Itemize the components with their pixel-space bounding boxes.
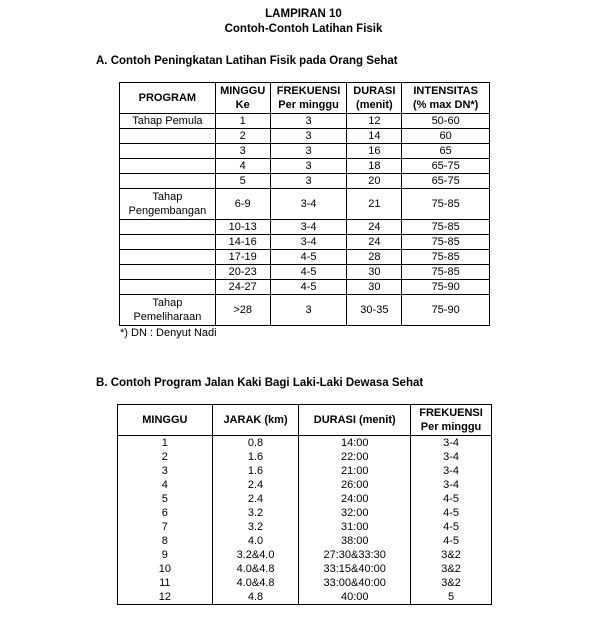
intensitas-cell: 65-75 <box>402 159 490 174</box>
durasi-cell: 32:00 <box>299 506 411 520</box>
footnote: *) DN : Denyut Nadi <box>120 327 217 339</box>
program-cell <box>120 250 216 265</box>
minggu-cell: 9 <box>118 548 213 562</box>
minggu-cell: >28 <box>215 295 270 326</box>
table-row <box>118 492 492 506</box>
header-program: PROGRAM <box>120 83 216 114</box>
program-cell <box>120 174 216 189</box>
minggu-cell: 1 <box>215 114 270 129</box>
durasi-cell: 33:00&40:00 <box>299 576 411 590</box>
durasi-cell: 40:00 <box>299 590 411 605</box>
training-progression-table <box>119 82 490 326</box>
frek-cell: 3 <box>270 129 347 144</box>
frek-cell: 3-4 <box>270 189 347 220</box>
header-frekuensi-line1: FREKUENSI <box>419 407 483 419</box>
header-frekuensi-line2: Per minggu <box>278 99 339 111</box>
header-intensitas-line1: INTENSITAS <box>413 85 478 97</box>
frek-cell: 3-4 <box>411 450 492 464</box>
frek-cell: 4-5 <box>411 534 492 548</box>
durasi-cell: 38:00 <box>299 534 411 548</box>
table-row <box>118 562 492 576</box>
table-row <box>120 159 490 174</box>
frek-cell: 3-4 <box>411 478 492 492</box>
durasi-cell: 14 <box>347 129 402 144</box>
intensitas-cell: 75-90 <box>402 295 490 326</box>
intensitas-cell: 75-85 <box>402 250 490 265</box>
table-row <box>120 220 490 235</box>
durasi-cell: 33:15&40:00 <box>299 562 411 576</box>
jarak-cell: 3.2 <box>212 520 299 534</box>
program-line1: Tahap <box>152 297 183 309</box>
frek-cell: 3 <box>270 144 347 159</box>
program-cell <box>120 129 216 144</box>
table-header-row <box>118 405 492 436</box>
frek-cell: 3 <box>270 159 347 174</box>
table-row <box>120 250 490 265</box>
jarak-cell: 0.8 <box>212 436 299 451</box>
frek-cell: 3-4 <box>270 220 347 235</box>
section-a-title: A. Contoh Peningkatan Latihan Fisik pada Orang Sehat <box>96 55 398 67</box>
durasi-cell: 16 <box>347 144 402 159</box>
durasi-cell: 18 <box>347 159 402 174</box>
table-row <box>118 534 492 548</box>
minggu-cell: 5 <box>118 492 213 506</box>
frek-cell: 4-5 <box>270 280 347 295</box>
program-line2: Pemeliharaan <box>133 311 202 323</box>
table-row <box>120 114 490 129</box>
frek-cell: 3-4 <box>270 235 347 250</box>
program-cell <box>120 189 216 220</box>
durasi-cell: 24 <box>347 220 402 235</box>
durasi-cell: 22:00 <box>299 450 411 464</box>
table-row <box>118 576 492 590</box>
minggu-cell: 12 <box>118 590 213 605</box>
header-frekuensi <box>411 405 492 436</box>
minggu-cell: 6 <box>118 506 213 520</box>
table-row <box>120 235 490 250</box>
table-row <box>118 450 492 464</box>
frek-cell: 3-4 <box>411 436 492 451</box>
header-durasi <box>347 83 402 114</box>
table-row <box>118 478 492 492</box>
program-cell <box>120 144 216 159</box>
header-minggu-line2: Ke <box>235 99 250 111</box>
table-row <box>118 464 492 478</box>
page-subtitle: Contoh-Contoh Latihan Fisik <box>224 23 383 35</box>
intensitas-cell: 75-85 <box>402 220 490 235</box>
jarak-cell: 2.4 <box>212 478 299 492</box>
table-row <box>120 265 490 280</box>
jarak-cell: 1.6 <box>212 464 299 478</box>
durasi-cell: 30-35 <box>347 295 402 326</box>
frek-cell: 4-5 <box>270 265 347 280</box>
intensitas-cell: 65-75 <box>402 174 490 189</box>
minggu-cell: 17-19 <box>215 250 270 265</box>
durasi-cell: 24 <box>347 235 402 250</box>
durasi-cell: 20 <box>347 174 402 189</box>
minggu-cell: 6-9 <box>215 189 270 220</box>
minggu-cell: 20-23 <box>215 265 270 280</box>
frek-cell: 5 <box>411 590 492 605</box>
intensitas-cell: 75-85 <box>402 235 490 250</box>
minggu-cell: 10 <box>118 562 213 576</box>
durasi-cell: 24:00 <box>299 492 411 506</box>
frek-cell: 3 <box>270 174 347 189</box>
intensitas-cell: 50-60 <box>402 114 490 129</box>
frek-cell: 4-5 <box>270 250 347 265</box>
table-row <box>118 436 492 451</box>
header-minggu <box>215 83 270 114</box>
frek-cell: 3 <box>270 295 347 326</box>
program-cell <box>120 280 216 295</box>
minggu-cell: 11 <box>118 576 213 590</box>
table-row <box>118 548 492 562</box>
intensitas-cell: 75-85 <box>402 265 490 280</box>
header-durasi-line2: (menit) <box>356 99 393 111</box>
program-cell <box>120 235 216 250</box>
durasi-cell: 28 <box>347 250 402 265</box>
frek-cell: 3&2 <box>411 548 492 562</box>
frek-cell: 3 <box>270 114 347 129</box>
frek-cell: 3&2 <box>411 562 492 576</box>
durasi-cell: 30 <box>347 280 402 295</box>
minggu-cell: 5 <box>215 174 270 189</box>
jarak-cell: 2.4 <box>212 492 299 506</box>
durasi-cell: 12 <box>347 114 402 129</box>
program-line1: Tahap <box>152 191 183 203</box>
minggu-cell: 10-13 <box>215 220 270 235</box>
header-intensitas <box>402 83 490 114</box>
header-minggu-line1: MINGGU <box>220 85 266 97</box>
minggu-cell: 3 <box>215 144 270 159</box>
program-cell <box>120 265 216 280</box>
minggu-cell: 2 <box>118 450 213 464</box>
table-header-row <box>120 83 490 114</box>
page-title: LAMPIRAN 10 <box>265 8 342 20</box>
durasi-cell: 21:00 <box>299 464 411 478</box>
intensitas-cell: 75-85 <box>402 189 490 220</box>
intensitas-cell: 65 <box>402 144 490 159</box>
table-row <box>120 189 490 220</box>
minggu-cell: 4 <box>215 159 270 174</box>
durasi-cell: 31:00 <box>299 520 411 534</box>
intensitas-cell: 60 <box>402 129 490 144</box>
durasi-cell: 14:00 <box>299 436 411 451</box>
minggu-cell: 24-27 <box>215 280 270 295</box>
table-row <box>118 520 492 534</box>
jarak-cell: 3.2 <box>212 506 299 520</box>
minggu-cell: 7 <box>118 520 213 534</box>
section-b-title: B. Contoh Program Jalan Kaki Bagi Laki-Laki Dewasa Sehat <box>96 377 424 389</box>
table-row <box>118 506 492 520</box>
header-durasi-line1: DURASI <box>353 85 396 97</box>
header-durasi: DURASI (menit) <box>299 405 411 436</box>
table-row <box>120 174 490 189</box>
frek-cell: 4-5 <box>411 506 492 520</box>
frek-cell: 4-5 <box>411 492 492 506</box>
jarak-cell: 4.0 <box>212 534 299 548</box>
table-row <box>120 295 490 326</box>
jarak-cell: 4.0&4.8 <box>212 576 299 590</box>
minggu-cell: 1 <box>118 436 213 451</box>
jarak-cell: 1.6 <box>212 450 299 464</box>
header-frekuensi-line2: Per minggu <box>420 421 482 433</box>
table-row <box>120 280 490 295</box>
frek-cell: 4-5 <box>411 520 492 534</box>
intensitas-cell: 75-90 <box>402 280 490 295</box>
table-row <box>120 144 490 159</box>
jarak-cell: 3.2&4.0 <box>212 548 299 562</box>
walking-program-table <box>117 404 492 605</box>
header-frekuensi <box>270 83 347 114</box>
durasi-cell: 26:00 <box>299 478 411 492</box>
program-cell <box>120 159 216 174</box>
frek-cell: 3&2 <box>411 576 492 590</box>
table-row <box>118 590 492 605</box>
frek-cell: 3-4 <box>411 464 492 478</box>
minggu-cell: 3 <box>118 464 213 478</box>
program-cell: Tahap Pemula <box>120 114 216 129</box>
header-intensitas-line2: (% max DN*) <box>412 99 479 111</box>
minggu-cell: 2 <box>215 129 270 144</box>
minggu-cell: 14-16 <box>215 235 270 250</box>
durasi-cell: 27:30&33:30 <box>299 548 411 562</box>
minggu-cell: 8 <box>118 534 213 548</box>
jarak-cell: 4.0&4.8 <box>212 562 299 576</box>
header-minggu: MINGGU <box>118 405 213 436</box>
program-cell <box>120 295 216 326</box>
program-cell <box>120 220 216 235</box>
durasi-cell: 30 <box>347 265 402 280</box>
header-jarak: JARAK (km) <box>212 405 299 436</box>
table-row <box>120 129 490 144</box>
minggu-cell: 4 <box>118 478 213 492</box>
header-frekuensi-line1: FREKUENSI <box>276 85 341 97</box>
jarak-cell: 4.8 <box>212 590 299 605</box>
durasi-cell: 21 <box>347 189 402 220</box>
program-line2: Pengembangan <box>128 205 207 217</box>
